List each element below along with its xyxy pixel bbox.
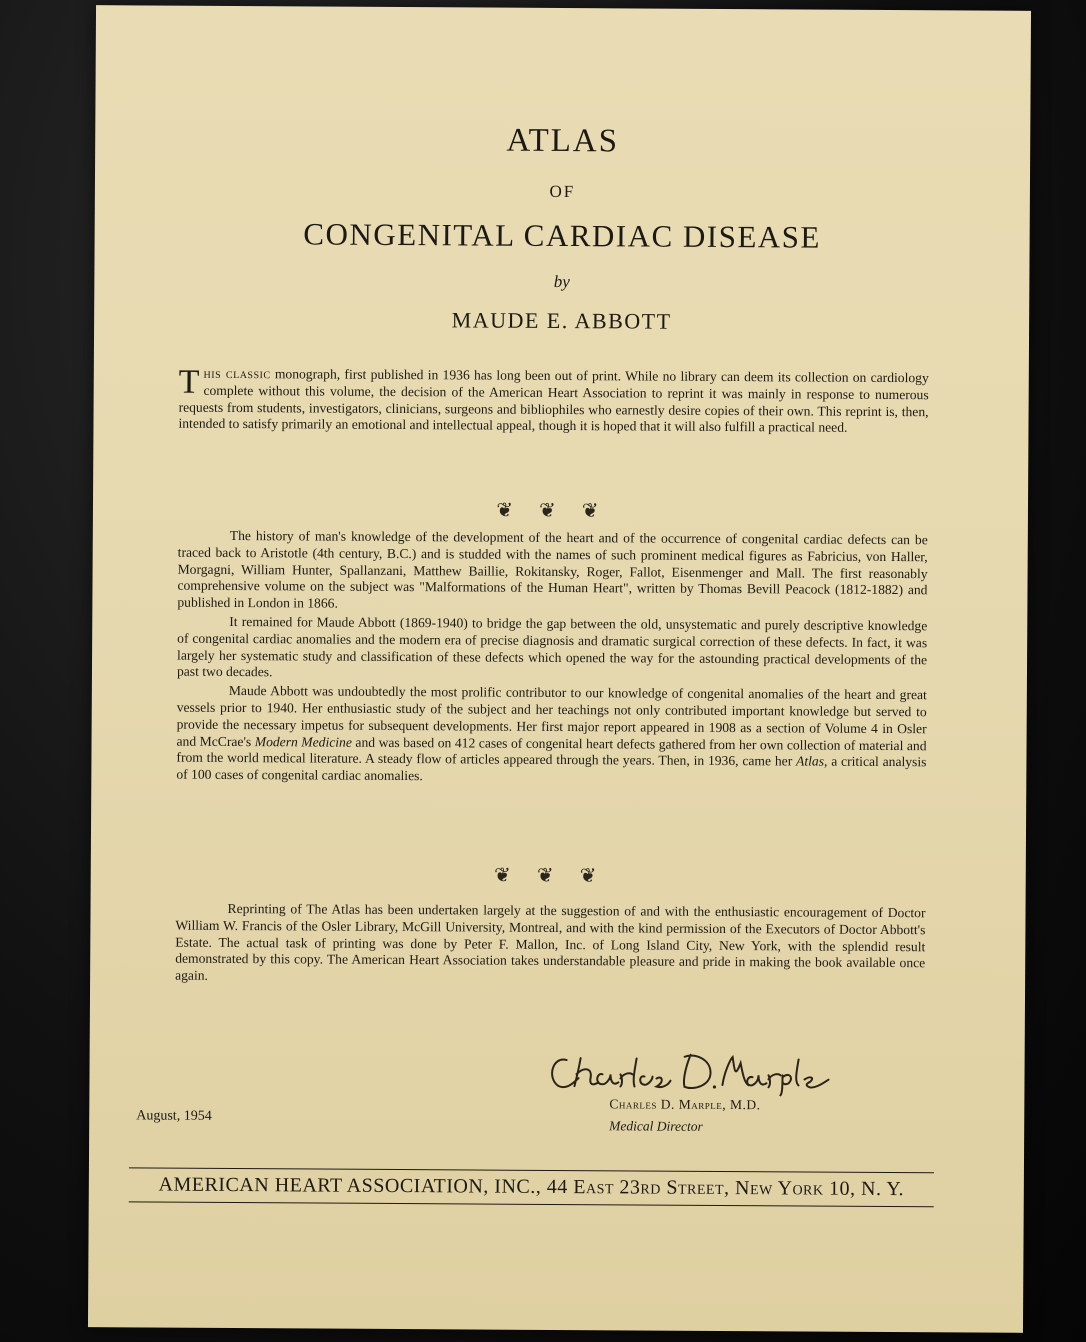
drop-cap: T	[178, 363, 200, 401]
modern-medicine-title: Modern Medicine	[254, 733, 352, 750]
title-by: by	[553, 271, 570, 292]
reprint-section	[175, 901, 925, 990]
footer-address	[129, 1173, 934, 1201]
ornament-divider-2: ❦❦❦	[494, 864, 623, 888]
document-date: August, 1954	[136, 1108, 212, 1124]
p3-text-a: Maude Abbott was undoubtedly the most prolific contributor to our knowledge of congenital anomalies of the heart and great vessels prior to 1940. Her enthusiastic study of the subject and her teachings not only contributed important knowledge but served to provide the necessary impetus for subsequent developments. Her first major report appeared in 1908 as a section of Volume 4 in Osler and McCrae's	[176, 683, 927, 749]
title-block	[94, 120, 1030, 337]
reprint-paragraph: Reprinting of The Atlas has been undertaken largely at the suggestion of and with the enthusiastic encouragement of Doctor William W. Francis of the Osler Library, McGill University, Montreal, and with the kind permission of the Executors of Doctor Abbott's Estate. The actual task of printing was done by Peter F. Mallon, Inc. of Long Island City, New York, with the splendid result demonstrated by this copy. The American Heart Association takes understandable pleasure and pride in making the book available once again.	[175, 900, 926, 984]
title-of: OF	[549, 181, 576, 202]
history-paragraph-3	[176, 683, 927, 788]
ornament-divider-1: ❦❦❦	[496, 499, 625, 523]
title-main: CONGENITAL CARDIAC DISEASE	[303, 216, 822, 255]
history-paragraph-1: The history of man's knowledge of the development of the heart and of the occurrence of congenital cardiac defects can be traced back to Aristotle (4th century, B.C.) and is studded with the names of such prominent medical figures as Fabricius, von Haller, Morgagni, William Hunter, Spallanzani, Matthew Baillie, Rokitansky, Roger, Fallot, Eisenmenger and Mall. The first reasonably comprehensive volume on the subject was "Malformations of the Human Heart", written by Thomas Bevill Peacock (1812-1882) and published in London in 1866.	[177, 527, 928, 611]
footer-rule-bottom	[129, 1201, 934, 1207]
handwritten-signature	[544, 1048, 834, 1103]
signature-icon	[544, 1048, 834, 1098]
signatory-name: Charles D. Marple, M.D.	[609, 1096, 761, 1113]
title-atlas: ATLAS	[506, 122, 620, 160]
title-author: MAUDE E. ABBOTT	[451, 307, 672, 334]
intro-lead: his classic	[203, 365, 271, 382]
signatory-title: Medical Director	[609, 1118, 703, 1134]
intro-text: monograph, first published in 1936 has long been out of print. While no library can deem its collection on cardiology complete without this volume, the decision of the American Heart Association to reprint it was mainly in response to numerous requests from students, investigators, clinicians, surgeons and bibliophiles who earnestly desire copies of their own. This reprint is, then, intended to satisfy primarily an emotional and intellectual appeal, though it is hoped that it will also fulfill a practical need.	[178, 366, 929, 436]
history-section	[176, 528, 928, 789]
footer-street: 44 East 23rd Street, New York 10, N. Y.	[546, 1175, 905, 1201]
history-paragraph-2: It remained for Maude Abbott (1869-1940) to bridge the gap between the old, unsystematic and purely descriptive knowledge of congenital cardiac anomalies and the modern era of precise diagnosis and dramatic surgical correction of these defects. In fact, it was largely her systematic study and classification of these defects which opened the way for the astounding practical developments of the past two decades.	[176, 613, 928, 680]
footer-rule-top	[129, 1167, 934, 1173]
footer-org: AMERICAN HEART ASSOCIATION, INC.,	[158, 1173, 542, 1198]
intro-paragraph	[178, 363, 929, 438]
atlas-title: Atlas,	[796, 753, 828, 769]
document-page	[88, 5, 1031, 1333]
p3-text-c: a critical analysis of 100 cases of congenital cardiac anomalies.	[176, 753, 927, 784]
p3-text-b: and was based on 412 cases of congenital heart defects gathered from her own collection of material and from the world medical literature. A steady flow of articles appeared through the years. Then, in 1936, came her	[176, 734, 927, 769]
